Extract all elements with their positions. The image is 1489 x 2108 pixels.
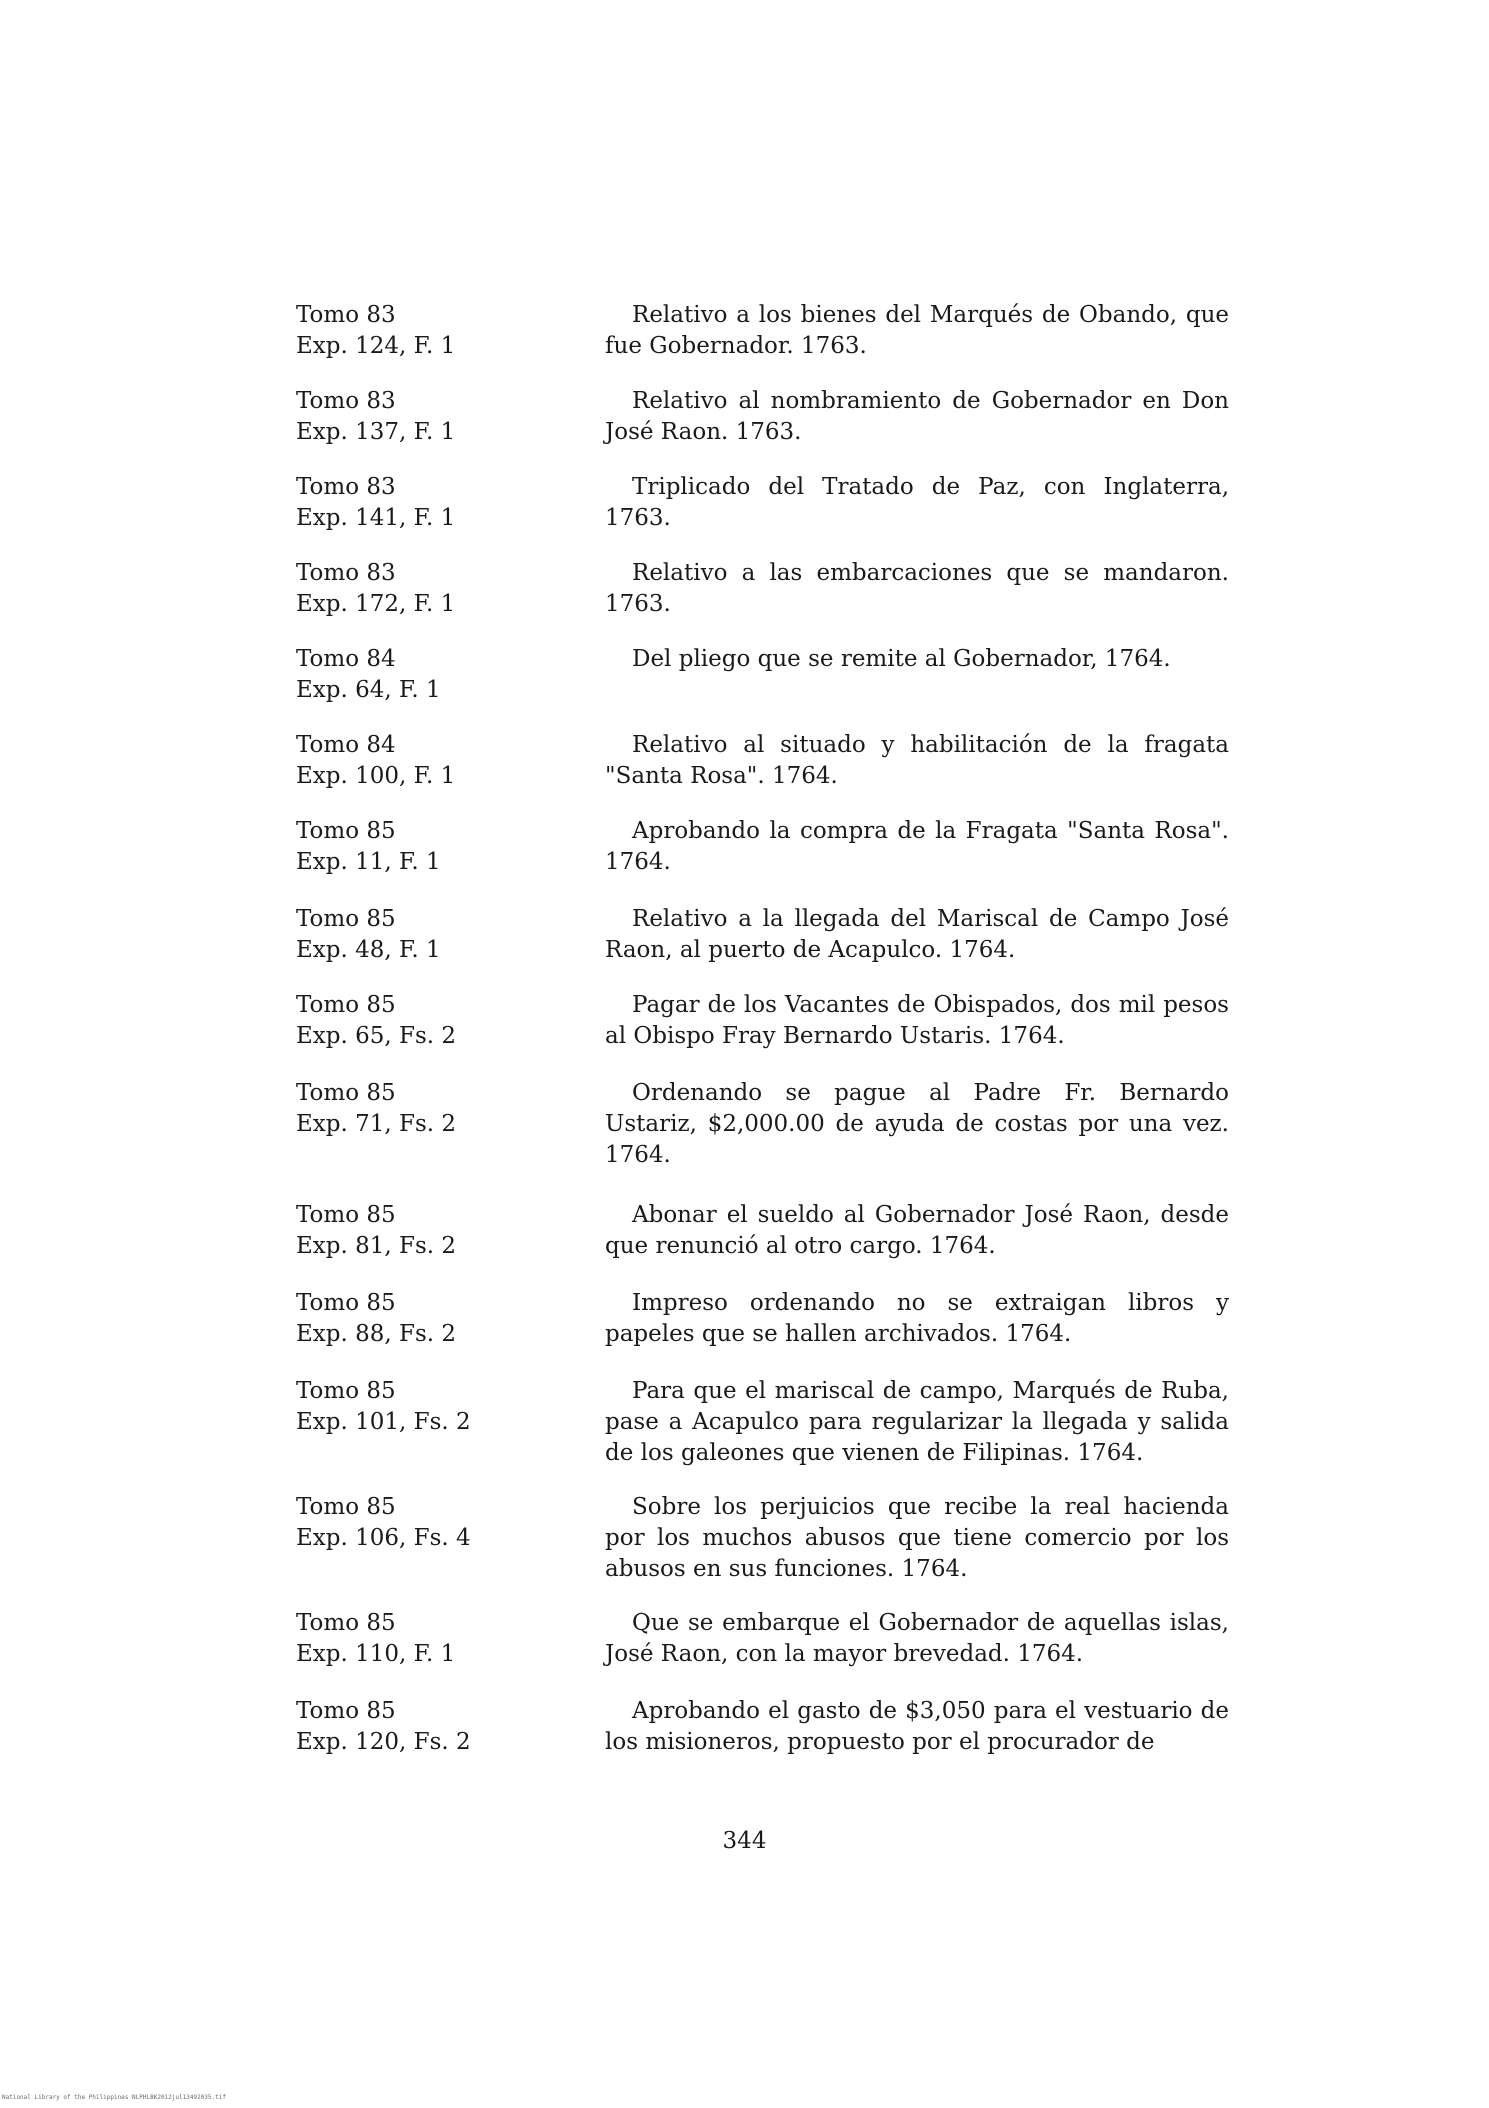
tomo-label: Tomo 83 bbox=[296, 560, 396, 586]
expediente-label: Exp. 11, F. 1 bbox=[296, 849, 441, 875]
tomo-label: Tomo 85 bbox=[296, 906, 396, 932]
tomo-label: Tomo 85 bbox=[296, 1080, 396, 1106]
scan-footer-note: National Library of the Philippines NLPHLBK2012jul13492035.tif bbox=[2, 2094, 226, 2101]
expediente-label: Exp. 88, Fs. 2 bbox=[296, 1321, 457, 1347]
entry-reference bbox=[296, 1078, 556, 1140]
entry-description: Del pliego que se remite al Gobernador, 1764. bbox=[632, 646, 1171, 672]
tomo-label: Tomo 83 bbox=[296, 474, 396, 500]
expediente-label: Exp. 48, F. 1 bbox=[296, 937, 441, 963]
expediente-label: Exp. 101, Fs. 2 bbox=[296, 1409, 471, 1435]
tomo-label: Tomo 83 bbox=[296, 302, 396, 328]
entry-reference bbox=[296, 644, 556, 706]
tomo-label: Tomo 85 bbox=[296, 818, 396, 844]
entry-description: Sobre los perjuicios que recibe la real hacienda por los muchos abusos que tiene comercio por los abusos en sus funciones. 1764. bbox=[605, 1494, 1229, 1582]
tomo-label: Tomo 84 bbox=[296, 646, 396, 672]
entry-reference bbox=[296, 816, 556, 878]
expediente-label: Exp. 64, F. 1 bbox=[296, 677, 441, 703]
entry-description: Relativo a la llegada del Mariscal de Campo José Raon, al puerto de Acapulco. 1764. bbox=[605, 906, 1229, 963]
entry-reference bbox=[296, 1608, 556, 1670]
tomo-label: Tomo 85 bbox=[296, 1610, 396, 1636]
entry-description: Para que el mariscal de campo, Marqués de Ruba, pase a Acapulco para regularizar la llegada y salida de los galeones que vienen de Filipinas. 1764. bbox=[605, 1378, 1229, 1466]
entry-description: Triplicado del Tratado de Paz, con Inglaterra, 1763. bbox=[605, 474, 1229, 531]
tomo-label: Tomo 85 bbox=[296, 1290, 396, 1316]
entry-reference bbox=[296, 904, 556, 966]
tomo-label: Tomo 85 bbox=[296, 1494, 396, 1520]
entry-description: Relativo al situado y habilitación de la fragata "Santa Rosa". 1764. bbox=[605, 732, 1229, 789]
expediente-label: Exp. 65, Fs. 2 bbox=[296, 1023, 457, 1049]
entry-description: Aprobando el gasto de $3,050 para el vestuario de los misioneros, propuesto por el procurador de bbox=[605, 1698, 1229, 1755]
entry-description: Relativo a las embarcaciones que se mandaron. 1763. bbox=[605, 560, 1229, 617]
entry-reference bbox=[296, 386, 556, 448]
expediente-label: Exp. 137, F. 1 bbox=[296, 419, 456, 445]
tomo-label: Tomo 85 bbox=[296, 992, 396, 1018]
page-number: 344 bbox=[722, 1828, 767, 1854]
entry-reference bbox=[296, 1288, 556, 1350]
tomo-label: Tomo 83 bbox=[296, 388, 396, 414]
entry-reference bbox=[296, 558, 556, 620]
expediente-label: Exp. 100, F. 1 bbox=[296, 763, 456, 789]
expediente-label: Exp. 110, F. 1 bbox=[296, 1641, 456, 1667]
tomo-label: Tomo 85 bbox=[296, 1698, 396, 1724]
entry-description: Pagar de los Vacantes de Obispados, dos mil pesos al Obispo Fray Bernardo Ustaris. 1764. bbox=[605, 992, 1229, 1049]
expediente-label: Exp. 106, Fs. 4 bbox=[296, 1525, 471, 1551]
entry-description: Aprobando la compra de la Fragata "Santa Rosa". 1764. bbox=[605, 818, 1229, 875]
tomo-label: Tomo 85 bbox=[296, 1378, 396, 1404]
tomo-label: Tomo 84 bbox=[296, 732, 396, 758]
entry-description: Ordenando se pague al Padre Fr. Bernardo Ustariz, $2,000.00 de ayuda de costas por una vez. 1764. bbox=[605, 1080, 1229, 1168]
entry-reference bbox=[296, 990, 556, 1052]
entry-description: Impreso ordenando no se extraigan libros y papeles que se hallen archivados. 1764. bbox=[605, 1290, 1229, 1347]
expediente-label: Exp. 120, Fs. 2 bbox=[296, 1729, 471, 1755]
entry-reference bbox=[296, 730, 556, 792]
entry-reference bbox=[296, 1376, 556, 1438]
entry-reference bbox=[296, 1200, 556, 1262]
entry-reference bbox=[296, 1696, 556, 1758]
tomo-label: Tomo 85 bbox=[296, 1202, 396, 1228]
entry-reference bbox=[296, 1492, 556, 1554]
expediente-label: Exp. 71, Fs. 2 bbox=[296, 1111, 457, 1137]
expediente-label: Exp. 141, F. 1 bbox=[296, 505, 456, 531]
entry-description: Que se embarque el Gobernador de aquellas islas, José Raon, con la mayor brevedad. 1764. bbox=[605, 1610, 1229, 1667]
expediente-label: Exp. 124, F. 1 bbox=[296, 333, 456, 359]
entry-description: Relativo a los bienes del Marqués de Obando, que fue Gobernador. 1763. bbox=[605, 302, 1229, 359]
entry-description: Relativo al nombramiento de Gobernador en Don José Raon. 1763. bbox=[605, 388, 1229, 445]
expediente-label: Exp. 81, Fs. 2 bbox=[296, 1233, 457, 1259]
expediente-label: Exp. 172, F. 1 bbox=[296, 591, 456, 617]
entry-reference bbox=[296, 300, 556, 362]
entry-reference bbox=[296, 472, 556, 534]
entry-description: Abonar el sueldo al Gobernador José Raon, desde que renunció al otro cargo. 1764. bbox=[605, 1202, 1229, 1259]
